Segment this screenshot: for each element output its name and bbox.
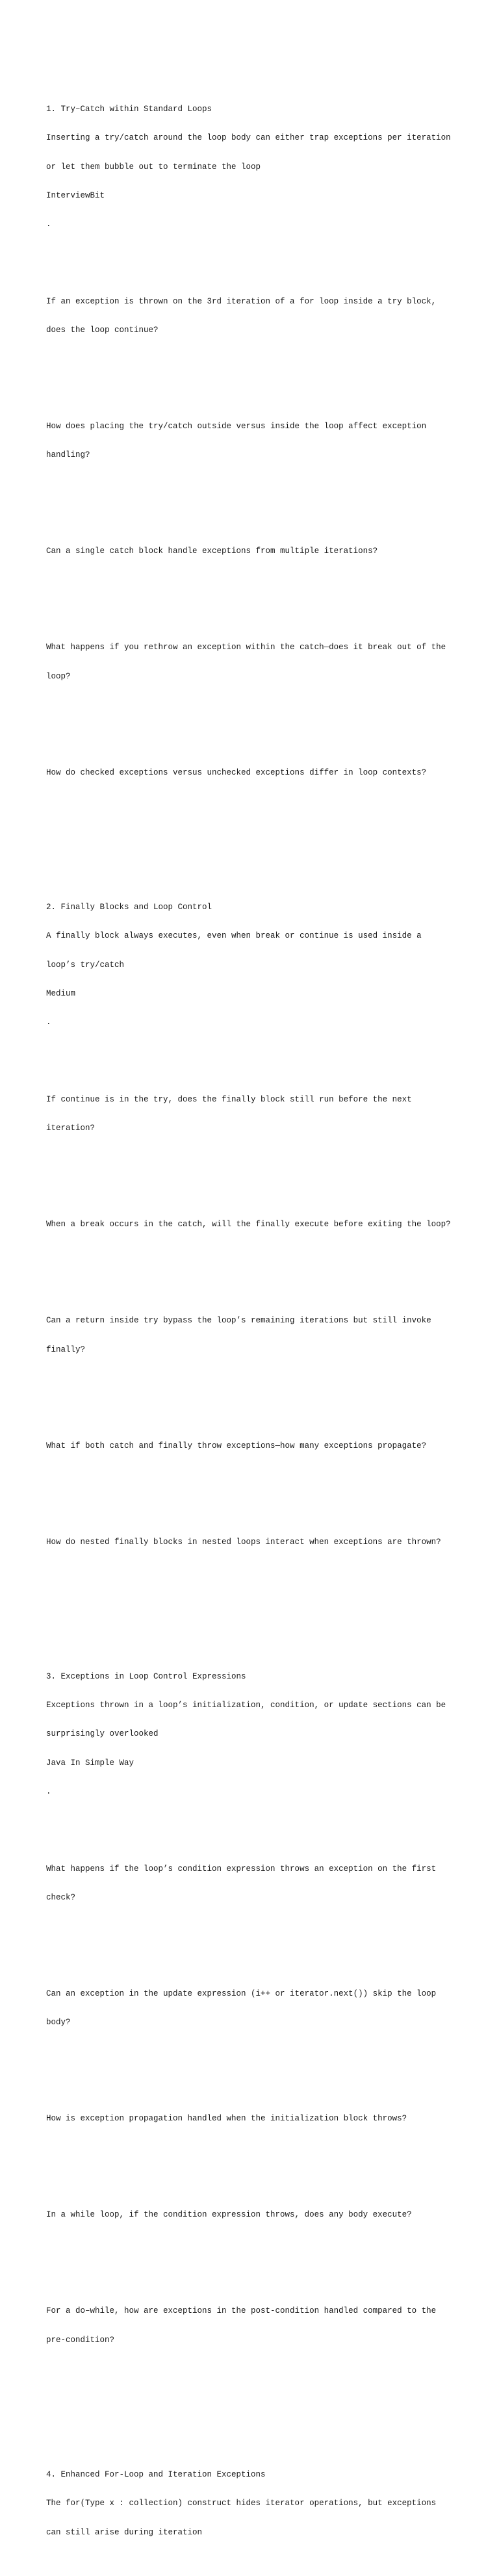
- question-line: How do nested finally blocks in nested loops interact when exceptions are thrown?: [46, 1537, 441, 1547]
- question-line: iteration?: [46, 1124, 96, 1133]
- question-line: What if both catch and finally throw exceptions—how many exceptions propagate?: [46, 1441, 427, 1450]
- question: [46, 1422, 462, 1470]
- document-body: [46, 47, 462, 2576]
- section-summary-line: The for(Type x : collection) construct hides iterator operations, but exceptions: [46, 2499, 437, 2508]
- question: [46, 1075, 462, 1152]
- section-source: Medium: [46, 989, 76, 999]
- section-4: [46, 2451, 462, 2557]
- separator-dot: .: [46, 1018, 51, 1027]
- question-line: Can a return inside try bypass the loop’s remaining iterations but still invoke: [46, 1316, 431, 1326]
- section-summary-line: Inserting a try/catch around the loop body can either trap exceptions per iteration: [46, 133, 451, 143]
- question: [46, 277, 462, 354]
- section-summary-line: can still arise during iteration: [46, 2527, 203, 2537]
- question-line: finally?: [46, 1345, 86, 1354]
- question-line: body?: [46, 2018, 71, 2028]
- question-line: What happens if you rethrow an exception within the catch—does it break out of the: [46, 643, 446, 652]
- section-title: 1. Try–Catch within Standard Loops: [46, 104, 212, 114]
- section-source: Java In Simple Way: [46, 1758, 134, 1768]
- question: [46, 2287, 462, 2364]
- question: [46, 2191, 462, 2239]
- section-1: [46, 85, 462, 845]
- question: [46, 1297, 462, 1374]
- question: [46, 1845, 462, 1922]
- section-source: InterviewBit: [46, 190, 105, 200]
- separator-dot: .: [46, 220, 51, 229]
- question-line: loop?: [46, 671, 71, 681]
- section-3: [46, 1653, 462, 2412]
- question: [46, 402, 462, 479]
- question: [46, 1970, 462, 2046]
- question-line: handling?: [46, 450, 90, 460]
- question-line: How do checked exceptions versus unchecked exceptions differ in loop contexts?: [46, 767, 427, 777]
- section-title: 2. Finally Blocks and Loop Control: [46, 902, 212, 912]
- question-line: Can a single catch block handle exceptions from multiple iterations?: [46, 547, 378, 556]
- section-title: 3. Exceptions in Loop Control Expressions: [46, 1671, 246, 1681]
- question-line: How is exception propagation handled when the initialization block throws?: [46, 2114, 407, 2124]
- question: [46, 528, 462, 576]
- question-line: When a break occurs in the catch, will the finally execute before exiting the loop?: [46, 1220, 451, 1230]
- question-line: In a while loop, if the condition expression throws, does any body execute?: [46, 2210, 412, 2220]
- question: [46, 1201, 462, 1249]
- section-title: 4. Enhanced For-Loop and Iteration Exceptions: [46, 2469, 266, 2479]
- question-line: does the loop continue?: [46, 326, 159, 335]
- section-2: [46, 883, 462, 1614]
- question-line: If continue is in the try, does the finally block still run before the next: [46, 1094, 412, 1104]
- question-line: For a do–while, how are exceptions in the post-condition handled compared to the: [46, 2306, 437, 2316]
- section-summary-line: surprisingly overlooked: [46, 1729, 159, 1739]
- question-line: If an exception is thrown on the 3rd iteration of a for loop inside a try block,: [46, 296, 437, 306]
- question-line: Can an exception in the update expression (i++ or iterator.next()) skip the loop: [46, 1989, 437, 1998]
- separator-dot: .: [46, 1787, 51, 1797]
- section-summary-line: or let them bubble out to terminate the loop: [46, 162, 261, 172]
- question: [46, 2095, 462, 2143]
- question-line: check?: [46, 1893, 76, 1902]
- question-line: pre-condition?: [46, 2335, 115, 2345]
- question-line: How does placing the try/catch outside versus inside the loop affect exception: [46, 422, 427, 431]
- question: [46, 624, 462, 701]
- question: [46, 749, 462, 797]
- question-line: What happens if the loop’s condition expression throws an exception on the first: [46, 1864, 437, 1874]
- section-summary-line: Exceptions thrown in a loop’s initialization, condition, or update sections can be: [46, 1701, 446, 1710]
- question: [46, 1518, 462, 1566]
- section-summary-line: loop’s try/catch: [46, 960, 125, 970]
- section-summary-line: A finally block always executes, even when break or continue is used inside a: [46, 931, 422, 941]
